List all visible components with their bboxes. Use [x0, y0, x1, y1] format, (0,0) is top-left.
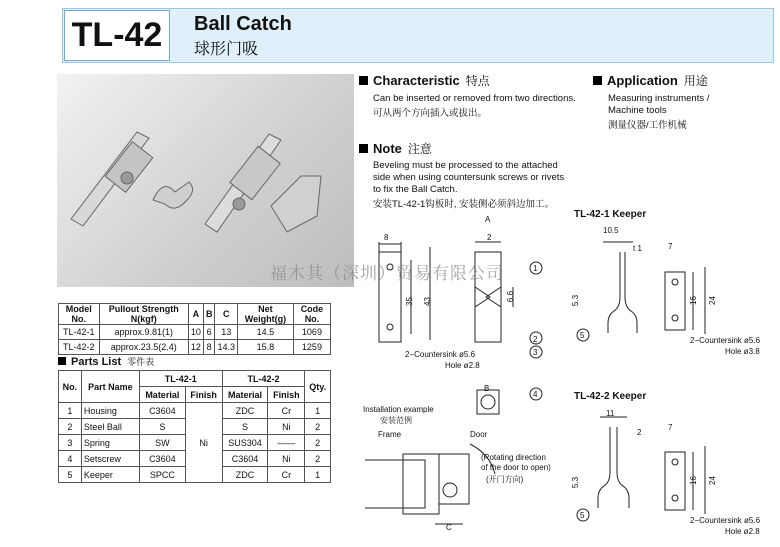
dim-label: 5.3 — [571, 476, 581, 489]
application-line-cn: 测量仪器/工作机械 — [608, 120, 687, 131]
dim-label: 11 — [606, 409, 615, 418]
bullet-square-icon — [359, 76, 368, 85]
keeper2-title: TL-42-2 Keeper — [574, 391, 647, 402]
callout-number: 4 — [533, 390, 538, 399]
door-label: Door — [470, 430, 488, 439]
table-cell: 1069 — [293, 325, 330, 340]
install-example-label-cn: 安装范例 — [380, 416, 412, 425]
parts-table — [58, 370, 331, 483]
table-cell: SUS304 — [222, 435, 268, 451]
spec-header-cell: Net Weight(g) — [237, 304, 293, 325]
table-cell: 3 — [59, 435, 82, 451]
table-cell: 8 — [203, 340, 215, 355]
dim-label: 24 — [707, 476, 717, 485]
bullet-square-icon — [58, 357, 66, 365]
note-line-cn: 安装TL-42-1钩板时, 安装侧必须斜边加工。 — [373, 199, 555, 210]
dim-label: 16 — [688, 296, 698, 305]
table-cell: ZDC — [222, 403, 268, 419]
characteristic-text-cn: 可从两个方向插入或拔出。 — [373, 108, 488, 119]
dim-label: t 1 — [633, 244, 642, 253]
spec-header-cell: B — [203, 304, 215, 325]
dim-label: C — [446, 523, 452, 532]
table-cell: Ni — [268, 451, 305, 467]
table-cell: approx.9.81(1) — [99, 325, 188, 340]
callout-number: 1 — [533, 264, 538, 273]
rotating-direction-label: (Rotating direction — [481, 453, 546, 462]
table-cell: 2 — [305, 451, 331, 467]
callout-number: 2 — [533, 335, 538, 344]
dim-label: 2 — [487, 233, 492, 242]
hole-note: Hole ø3.8 — [725, 347, 760, 356]
table-cell: C3604 — [139, 403, 185, 419]
application-title: Application — [607, 73, 678, 88]
watermark: 福木其（深圳）贸易有限公司 — [270, 264, 504, 283]
spec-table-header — [59, 304, 331, 325]
dim-label: 16 — [688, 476, 698, 485]
table-cell: Cr — [268, 403, 305, 419]
table-cell: —— — [268, 435, 305, 451]
hole-note: Hole ø2.8 — [725, 527, 760, 536]
table-cell: 6 — [203, 325, 215, 340]
table-cell: Housing — [81, 403, 139, 419]
dim-label: 10.5 — [603, 226, 619, 235]
dim-label: 43 — [422, 297, 432, 306]
spec-header-cell: Code No. — [293, 304, 330, 325]
table-cell: Steel Ball — [81, 419, 139, 435]
table-cell: 15.8 — [237, 340, 293, 355]
table-cell: Ni — [268, 419, 305, 435]
table-cell: 1 — [305, 467, 331, 483]
table-cell: 1 — [305, 403, 331, 419]
table-cell: C3604 — [139, 451, 185, 467]
dim-label: A — [485, 215, 491, 224]
parts-header-finish: Finish — [185, 387, 222, 403]
dim-label: B — [484, 384, 490, 393]
table-cell: Spring — [81, 435, 139, 451]
parts-header-group2: TL-42-2 — [222, 371, 305, 387]
note-line1: Beveling must be processed to the attached — [373, 160, 558, 171]
application-line2: Machine tools — [608, 105, 667, 116]
note-title: Note — [373, 141, 402, 156]
keeper1-title: TL-42-1 Keeper — [574, 209, 647, 220]
callout-number: 5 — [580, 511, 585, 520]
parts-header-group1: TL-42-1 — [139, 371, 222, 387]
table-cell: 2 — [59, 419, 82, 435]
note-line3: to fix the Ball Catch. — [373, 184, 458, 195]
bullet-square-icon — [359, 144, 368, 153]
table-cell: approx.23.5(2.4) — [99, 340, 188, 355]
spec-header-cell: C — [215, 304, 238, 325]
bullet-square-icon — [593, 76, 602, 85]
dim-label: 7 — [668, 242, 673, 251]
table-cell: Setscrew — [81, 451, 139, 467]
parts-header-row — [59, 371, 331, 387]
parts-header-qty: Qty. — [305, 371, 331, 403]
table-cell: 14.3 — [215, 340, 238, 355]
frame-label: Frame — [378, 430, 402, 439]
characteristic-title-cn: 特点 — [465, 74, 490, 88]
parts-header-finish: Finish — [268, 387, 305, 403]
table-cell: C3604 — [222, 451, 268, 467]
table-cell: TL-42-1 — [59, 325, 100, 340]
countersink-note: 2−Countersink ø5.6 — [690, 336, 761, 345]
parts-list-title: Parts List — [71, 356, 122, 368]
table-row — [59, 340, 331, 355]
countersink-note: 2−Countersink ø5.6 — [690, 516, 761, 525]
dim-label: 6.6 — [506, 290, 516, 303]
table-row — [59, 325, 331, 340]
characteristic-heading — [359, 72, 490, 89]
spec-header-cell: Pullout Strength N(kgf) — [99, 304, 188, 325]
parts-list-title-cn: 零件表 — [127, 357, 155, 367]
callout-number: 5 — [580, 331, 585, 340]
countersink-note: 2−Countersink ø5.6 — [405, 350, 476, 359]
table-cell: 14.5 — [237, 325, 293, 340]
table-row — [59, 403, 331, 419]
table-cell: SW — [139, 435, 185, 451]
characteristic-title: Characteristic — [373, 73, 460, 88]
parts-header-material: Material — [222, 387, 268, 403]
parts-header-material: Material — [139, 387, 185, 403]
parts-list-heading — [58, 355, 154, 368]
install-example-label: Installation example — [363, 405, 434, 414]
table-cell: TL-42-2 — [59, 340, 100, 355]
spec-table — [58, 303, 331, 355]
application-title-cn: 用途 — [683, 74, 708, 88]
table-cell: 1259 — [293, 340, 330, 355]
parts-header-no: No. — [59, 371, 82, 403]
table-cell: 4 — [59, 451, 82, 467]
table-cell: Cr — [268, 467, 305, 483]
model-number: TL-42 — [64, 10, 170, 61]
table-cell: 2 — [305, 435, 331, 451]
product-title: Ball Catch — [194, 13, 292, 35]
note-title-cn: 注意 — [407, 142, 432, 156]
dim-label: 24 — [707, 296, 717, 305]
table-cell: Keeper — [81, 467, 139, 483]
rotating-direction-label-cn: (开门方向) — [486, 475, 524, 484]
table-cell: 13 — [215, 325, 238, 340]
table-cell: 10 — [188, 325, 203, 340]
application-heading — [593, 72, 708, 89]
dim-label: 7 — [668, 423, 673, 432]
spec-header-cell: A — [188, 304, 203, 325]
characteristic-text: Can be inserted or removed from two directions. — [373, 93, 576, 104]
application-line1: Measuring instruments / — [608, 93, 710, 104]
table-cell: S — [139, 419, 185, 435]
shared-finish-cell: Ni — [185, 403, 222, 483]
note-heading — [359, 140, 432, 157]
note-line2: side when using countersunk screws or rivets — [373, 172, 565, 183]
callout-number: 3 — [533, 348, 538, 357]
product-photo — [57, 74, 354, 287]
dim-label: 5.3 — [571, 294, 581, 307]
table-cell: 2 — [305, 419, 331, 435]
dim-label: 8 — [384, 233, 389, 242]
dim-label: 2 — [637, 428, 642, 437]
spec-header-cell: Model No. — [59, 304, 100, 325]
product-title-cn: 球形门吸 — [194, 41, 259, 58]
hole-note: Hole ø2.8 — [445, 361, 480, 370]
table-cell: ZDC — [222, 467, 268, 483]
table-cell: 1 — [59, 403, 82, 419]
table-cell: 5 — [59, 467, 82, 483]
table-cell: SPCC — [139, 467, 185, 483]
parts-header-name: Part Name — [81, 371, 139, 403]
rotating-direction-label2: of the door to open) — [481, 463, 551, 472]
table-cell: 12 — [188, 340, 203, 355]
dim-label: 35 — [404, 297, 414, 306]
table-cell: S — [222, 419, 268, 435]
